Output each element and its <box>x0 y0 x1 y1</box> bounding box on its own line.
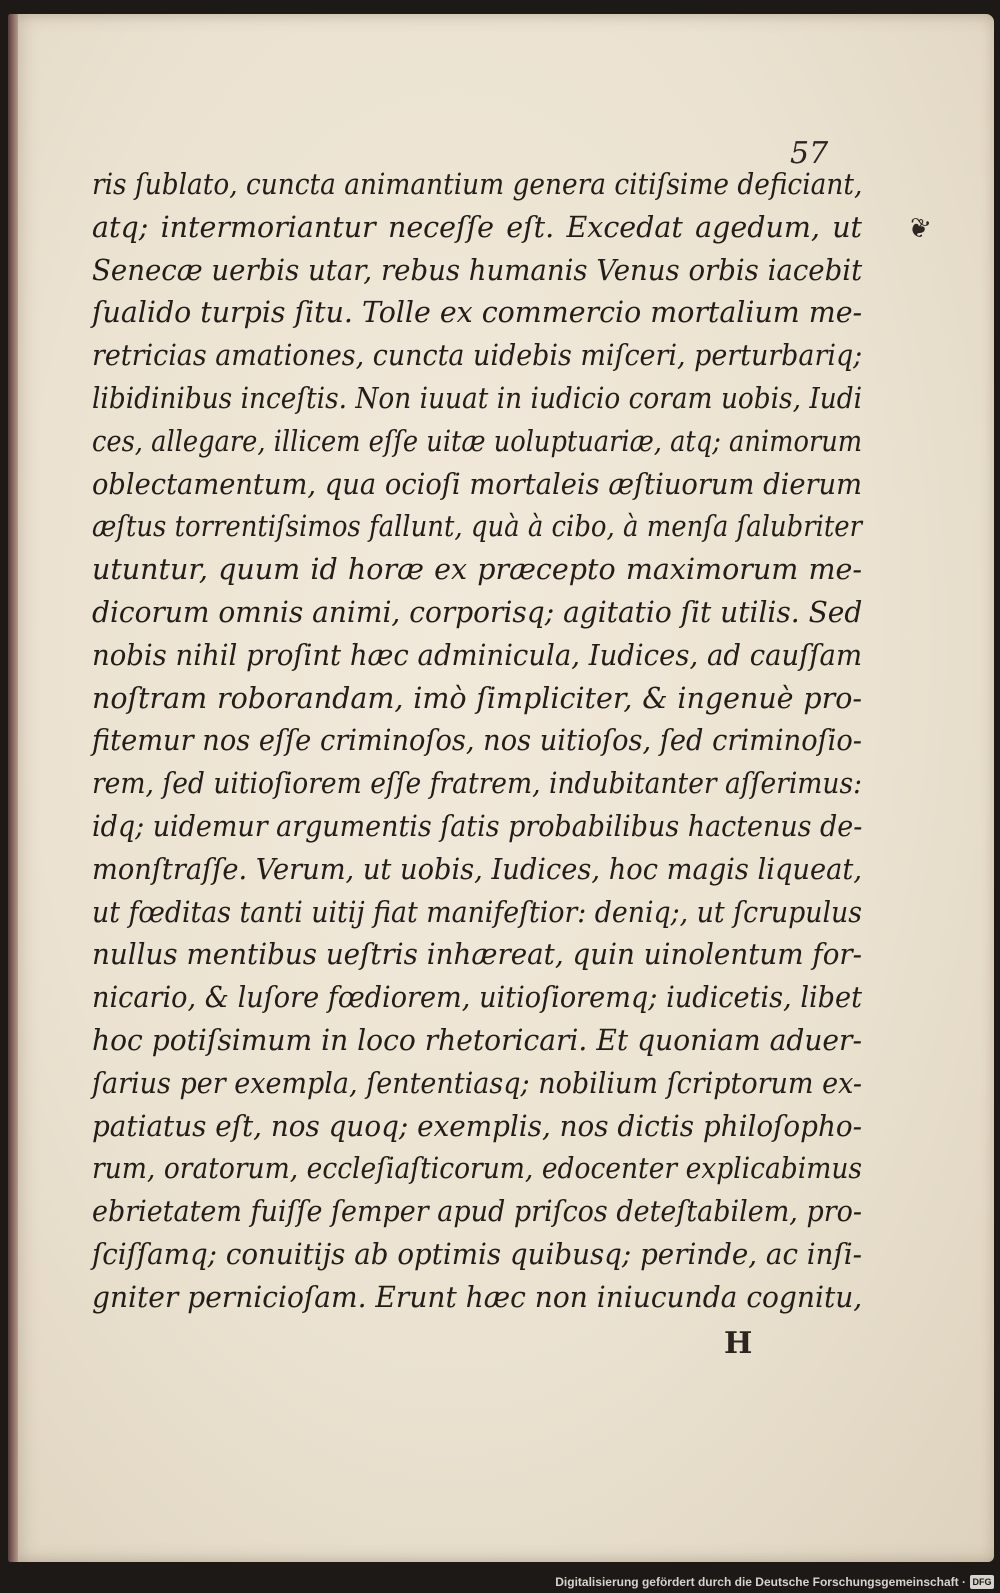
signature-mark: H <box>724 1326 753 1361</box>
text-line: nicario, & luſore fœdiorem, uitioſioremq; iudicetis, libet <box>92 981 863 1015</box>
body-text <box>92 164 862 1320</box>
text-line: dicorum omnis animi, corporisq; agitatio ſit utilis. Sed <box>92 595 863 629</box>
text-line: nullus mentibus ueſtris inhæreat, quin uinolentum for- <box>92 938 863 972</box>
text-line: æſtus torrentiſsimos fallunt, quà à cibo, à menſa ſalubriter <box>92 510 863 544</box>
text-line: Senecæ uerbis utar, rebus humanis Venus orbis iacebit <box>92 253 863 287</box>
text-line: ſualido turpis ſitu. Tolle ex commercio mortalium me- <box>92 296 863 330</box>
text-line: gniter pernicioſam. Erunt hæc non iniucunda cognitu, <box>92 1280 863 1314</box>
text-line: ris ſublato, cuncta animantium genera citiſsime deficiant, <box>92 168 863 201</box>
text-line: rem, ſed uitioſiorem eſſe fratrem, indubitanter aſſerimus: <box>92 767 863 801</box>
footer-bar <box>0 1569 1000 1593</box>
text-line: retricias amationes, cuncta uidebis miſceri, perturbariq; <box>92 339 863 373</box>
text-line: ut fœditas tanti uitij fiat manifeſtior: deniq;, ut ſcrupulus <box>92 895 862 929</box>
text-line: rum, oratorum, eccleſiaſticorum, edocenter explicabimus <box>92 1152 863 1186</box>
text-line: patiatus eſt, nos quoq; exemplis, nos dictis philoſopho- <box>92 1109 863 1143</box>
funding-credit: Digitalisierung gefördert durch die Deutsche Forschungsgemeinschaft · <box>555 1575 966 1589</box>
text-line: noſtram roborandam, imò ſimpliciter, & ingenuè pro- <box>92 681 862 715</box>
text-line: idq; uidemur argumentis ſatis probabilibus hactenus de- <box>92 809 863 843</box>
text-line: monſtraſſe. Verum, ut uobis, Iudices, hoc magis liqueat, <box>92 852 862 886</box>
page-gutter <box>8 14 18 1562</box>
text-line: oblectamentum, qua ocioſi mortaleis æſtiuorum dierum <box>92 467 862 501</box>
text-line: atq; intermoriantur neceſſe eſt. Excedat agedum, ut <box>92 210 862 244</box>
text-line: ſciſſamq; conuitijs ab optimis quibusq; perinde, ac inſi- <box>92 1237 862 1271</box>
text-line: nobis nihil proſint hæc adminicula, Iudices, ad cauſſam <box>92 638 863 672</box>
margin-ornament-icon: ❦ <box>903 211 934 247</box>
text-line: ces, allegare, illicem eſſe uitæ uoluptuariæ, atq; animorum <box>92 424 863 458</box>
text-line: libidinibus inceſtis. Non iuuat in iudicio coram uobis, Iudi <box>92 381 863 415</box>
page-number: 57 <box>790 136 829 171</box>
text-line: utuntur, quum id horæ ex præcepto maximorum me- <box>92 553 862 587</box>
text-line: hoc potiſsimum in loco rhetoricari. Et quoniam aduer- <box>92 1023 862 1057</box>
text-line: ſarius per exempla, ſententiasq; nobilium ſcriptorum ex- <box>92 1066 862 1100</box>
text-line: ebrietatem fuiſſe ſemper apud priſcos deteſtabilem, pro- <box>92 1195 862 1229</box>
text-line: fitemur nos eſſe criminoſos, nos uitioſos, ſed criminoſio- <box>92 724 862 758</box>
dfg-logo-icon: DFG <box>970 1575 994 1589</box>
book-page <box>8 14 994 1562</box>
